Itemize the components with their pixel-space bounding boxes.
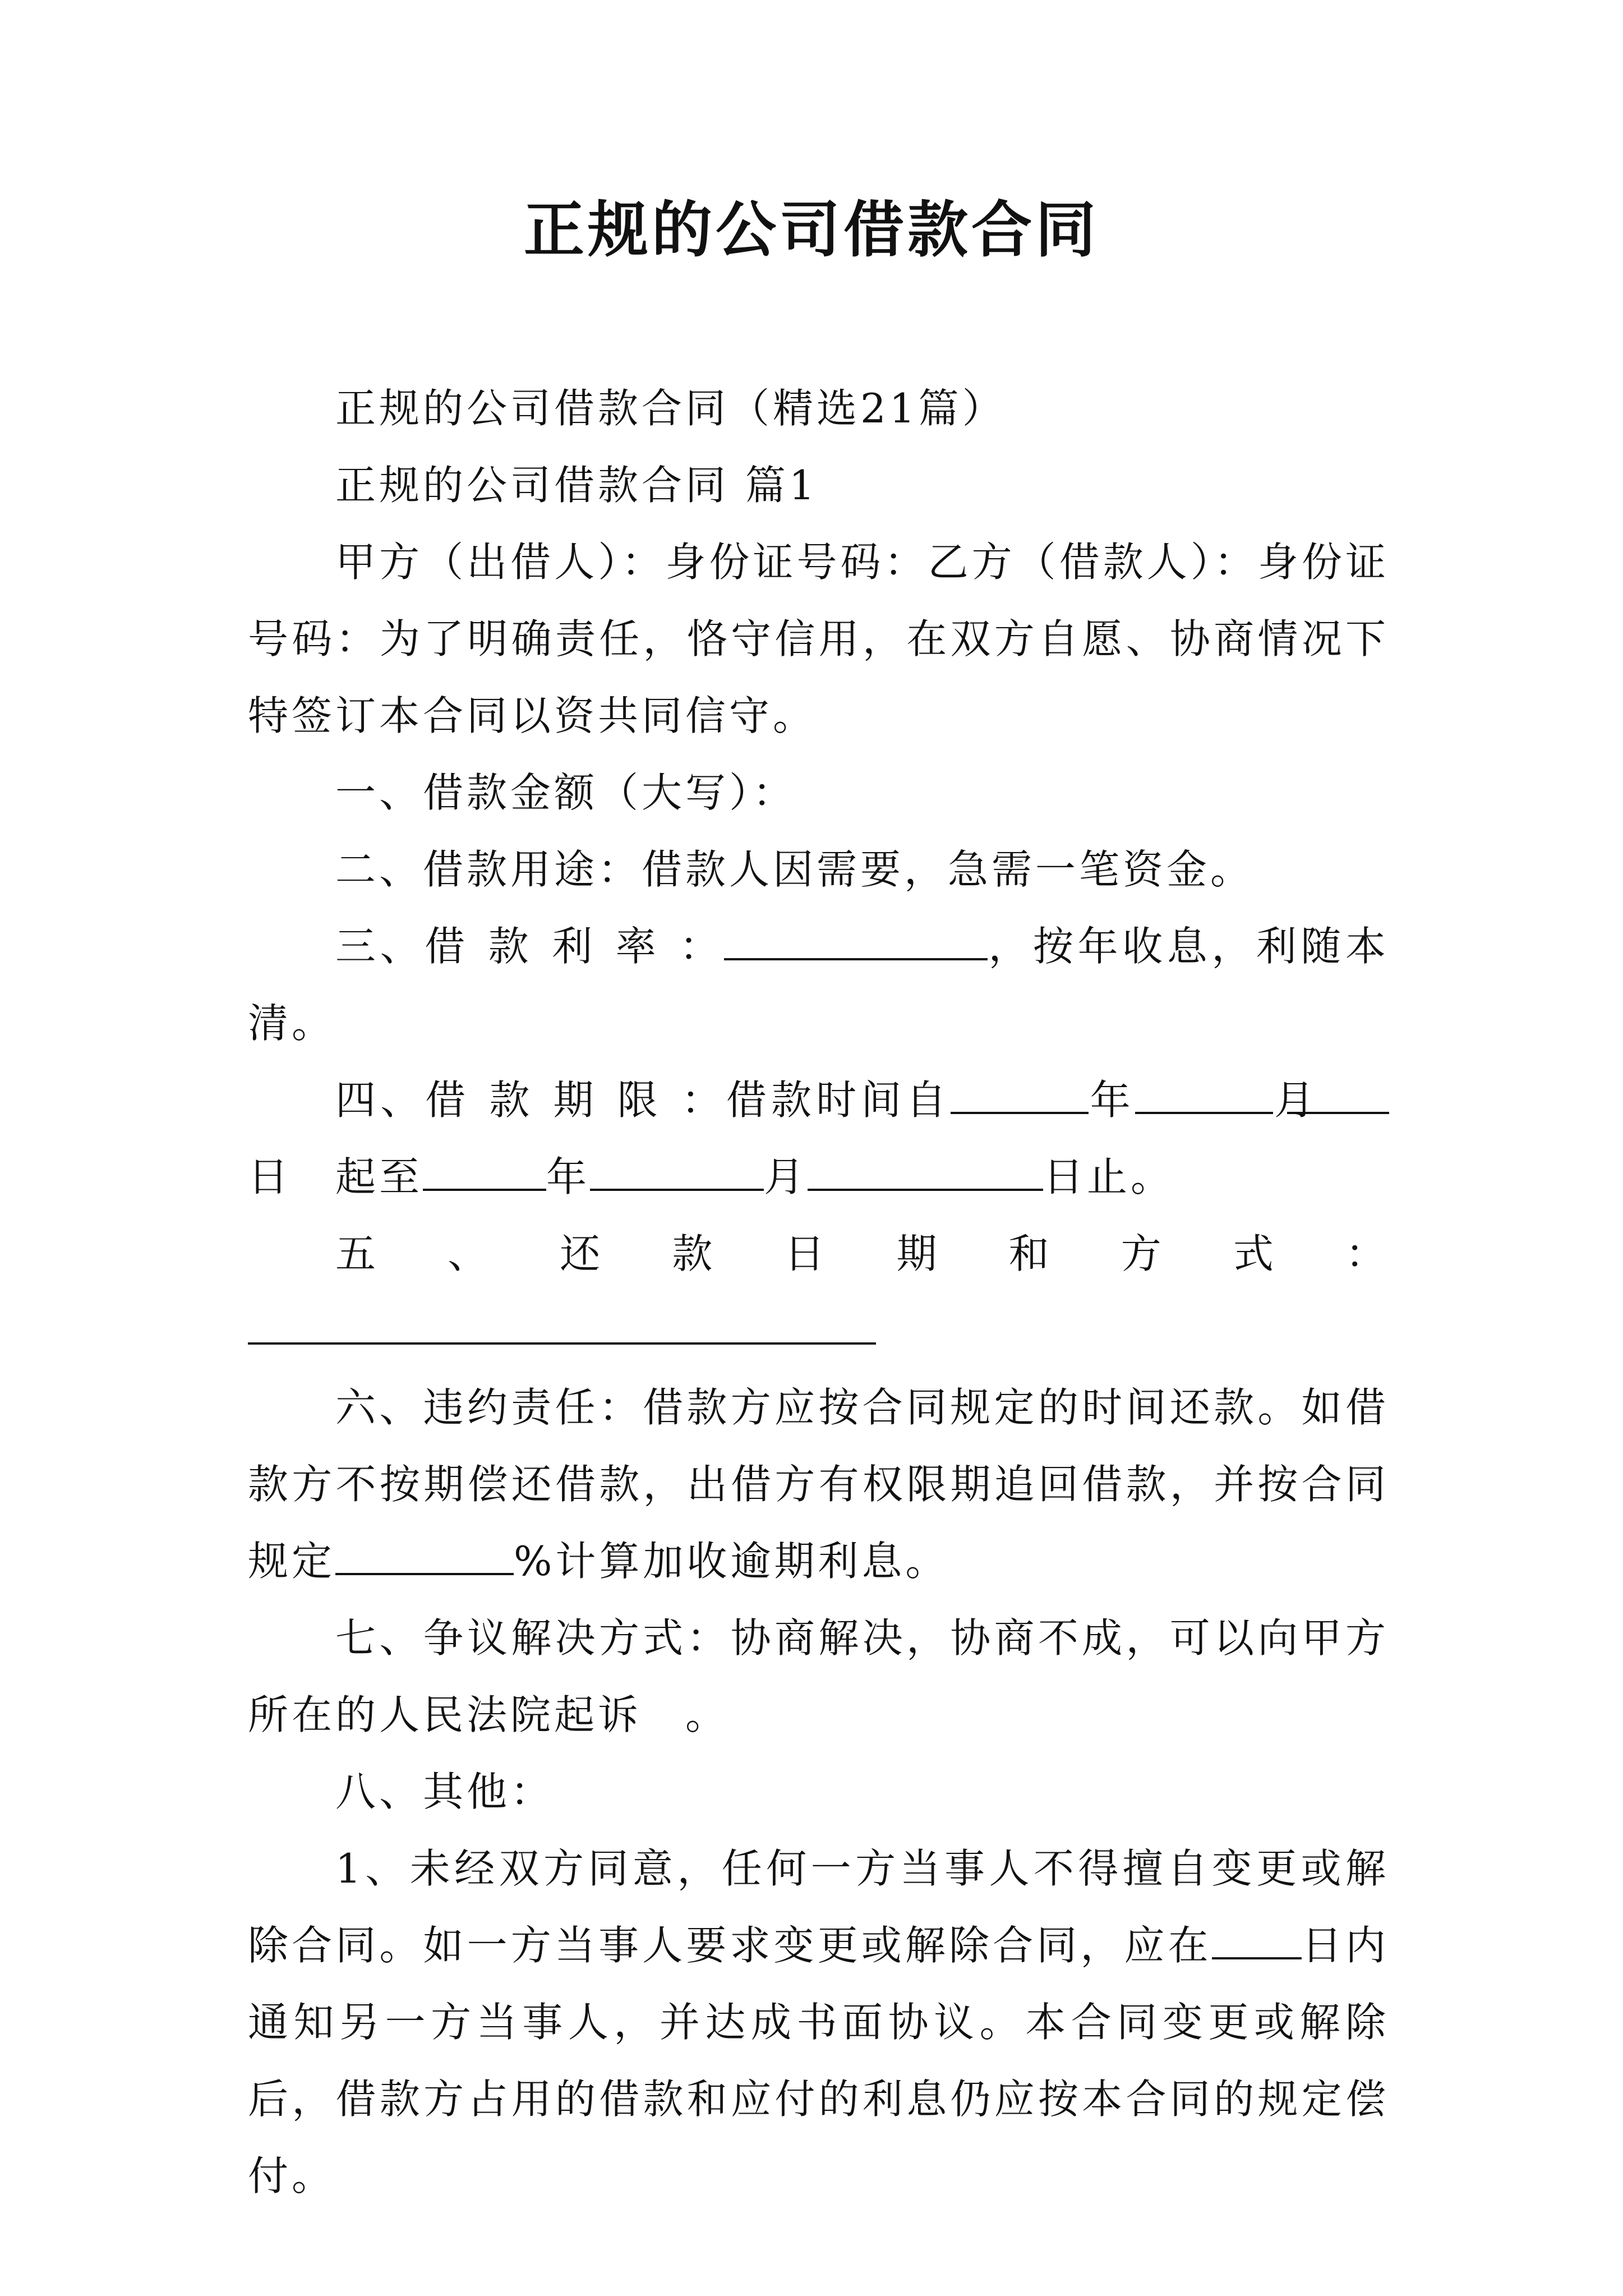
clause-3	[248, 908, 1389, 1062]
clause-5-text: 五、还款日期和方式：	[335, 1230, 1389, 1277]
item-1-text: 1、未经双方同意，任何一方当事人不得擅自变更或解除合同。如一方当事人要求变更或解除合同，应在	[248, 1845, 1389, 1969]
start-month-blank	[1135, 1071, 1273, 1114]
clause-6-suffix: %计算加收逾期利息。	[514, 1538, 949, 1585]
start-month-label: 月	[1272, 1076, 1319, 1124]
document-body	[248, 370, 1389, 2215]
start-day-label: 日 起至	[248, 1153, 423, 1200]
clause-3-label: 借款利率	[425, 923, 680, 970]
start-day-blank-cont	[1287, 1071, 1389, 1114]
section-heading: 正规的公司借款合同 篇1	[335, 462, 818, 509]
clause-2: 二、借款用途：借款人因需要，急需一笔资金。	[335, 846, 1255, 893]
clause-8-item-1	[248, 1830, 1389, 2215]
subtitle: 正规的公司借款合同（精选21篇）	[335, 385, 1006, 432]
clause-3-colon: ：	[679, 923, 724, 970]
clause-4	[248, 1062, 1389, 1216]
intro-paragraph: 甲方（出借人）：身份证号码：乙方（借款人）：身份证号码：为了明确责任，恪守信用，在双方自愿、协商情况下特签订本合同以资共同信守。	[248, 539, 1389, 739]
interest-rate-blank	[724, 918, 988, 960]
clause-7: 七、争议解决方式：协商解决，协商不成，可以向甲方所在的人民法院起诉 。	[248, 1614, 1389, 1738]
repayment-method-blank	[248, 1302, 876, 1345]
end-day-label: 日止。	[1043, 1153, 1175, 1200]
clause-6-text: 六、违约责任：借款方应按合同规定的时间还款。如借款方不按期偿还借款，出借方有权限期追回借款，并按合同规定	[248, 1384, 1389, 1585]
start-year-label: 年	[1089, 1076, 1135, 1124]
item-1-suffix: 日内通知另一方当事人，并达成书面协议。本合同变更或解除后，借款方占用的借款和应付的利息仍应按本合同的规定偿付。	[248, 1922, 1389, 2200]
clause-5	[248, 1216, 1389, 1369]
penalty-rate-blank	[335, 1533, 514, 1575]
document-title: 正规的公司借款合同	[523, 195, 1099, 265]
end-day-blank	[808, 1148, 1043, 1191]
end-year-blank	[423, 1148, 546, 1191]
clause-8: 八、其他：	[335, 1768, 555, 1815]
clause-6	[248, 1369, 1389, 1600]
notice-days-blank	[1212, 1917, 1302, 1959]
clause-4-text: ：借款时间自	[681, 1076, 951, 1124]
clause-4-label: 借款期限	[425, 1076, 681, 1124]
clause-3-suffix: ，按年收息，利随本清。	[248, 923, 1389, 1047]
clause-4-prefix: 四、	[335, 1076, 426, 1124]
end-month-blank	[590, 1148, 764, 1191]
start-year-blank	[951, 1071, 1089, 1114]
end-year-label: 年	[546, 1153, 591, 1200]
end-month-label: 月	[764, 1153, 808, 1200]
clause-3-prefix: 三、	[335, 923, 425, 970]
clause-1: 一、借款金额（大写）：	[335, 769, 797, 816]
